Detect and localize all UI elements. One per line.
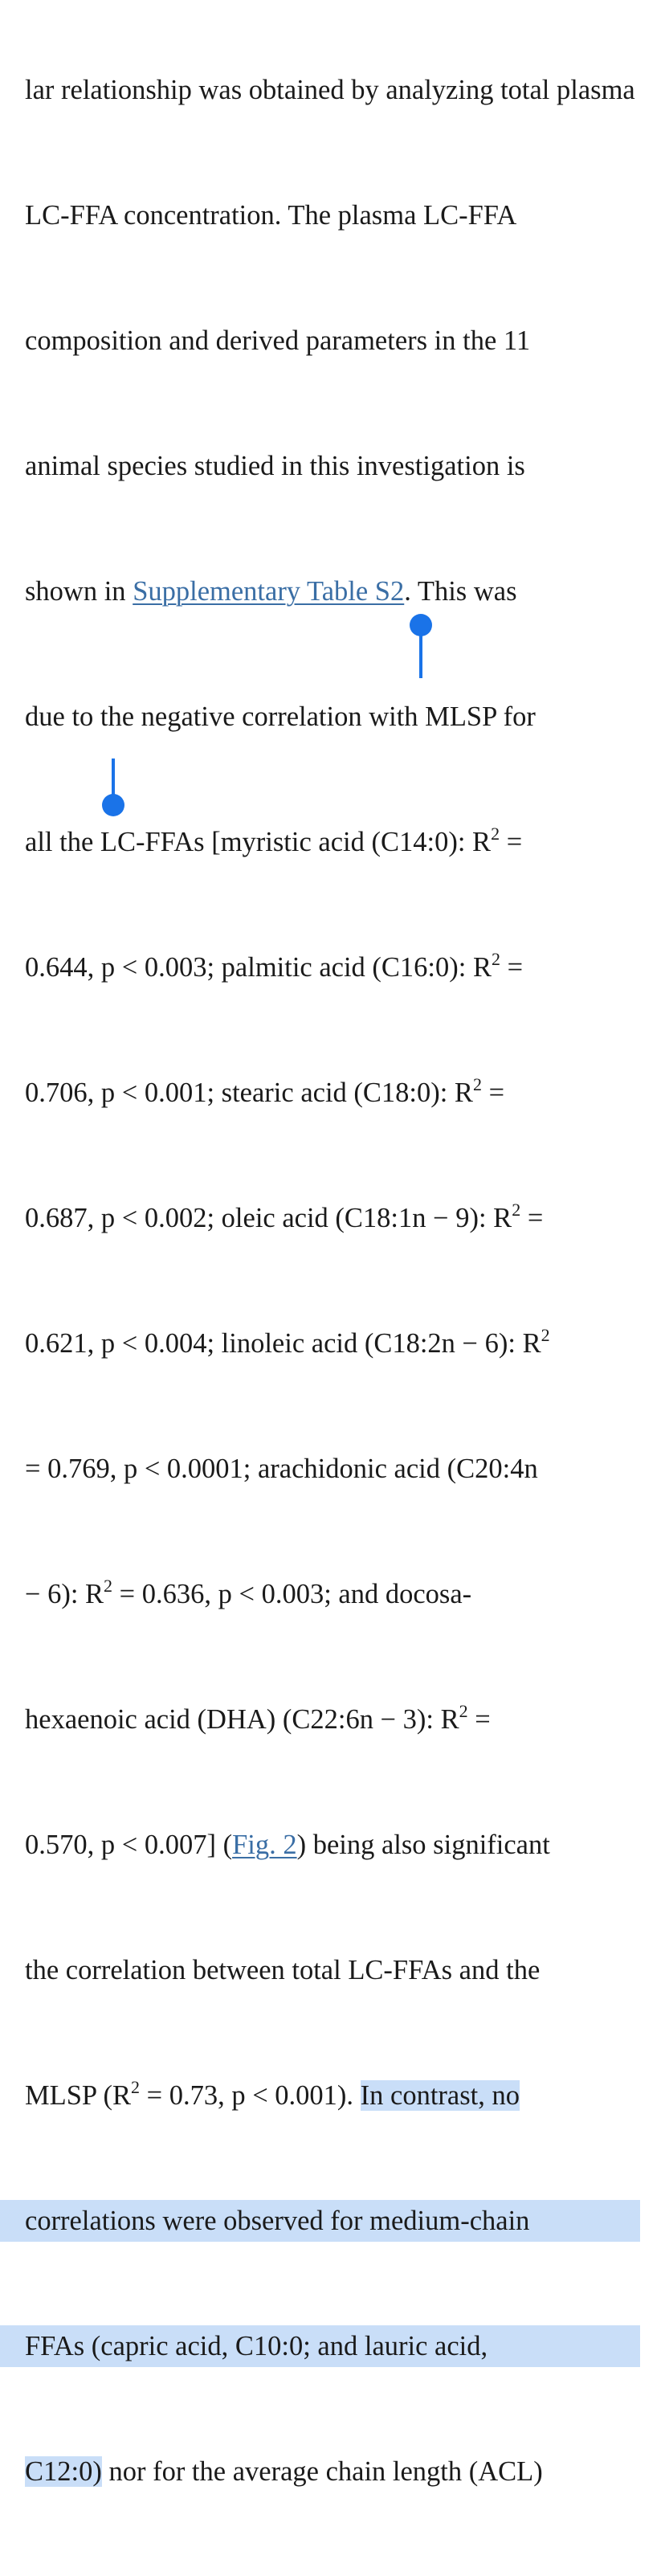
fig-2-link[interactable]: Fig. 2 — [232, 1830, 297, 1860]
text-line: MLSP ($R^2 = 0.73$, p < 0.001). In contrast, no — [25, 2077, 520, 2111]
text-line: animal species studied in this investigation is — [25, 451, 525, 481]
selection-start-handle-stem[interactable] — [419, 627, 422, 678]
selection-end-handle-knob[interactable] — [102, 794, 124, 816]
text-line: lar relationship was obtained by analyzing total plasma — [25, 75, 635, 105]
text-line: hexaenoic acid (DHA) (C22:6n − 3): $R^2$ = — [25, 1701, 491, 1735]
selected-text-line[interactable]: FFAs (capric acid, C10:0; and lauric acid, — [25, 2325, 647, 2367]
text-line: C12:0) nor for the average chain length (ACL) — [25, 2456, 543, 2487]
text-line: 0.644, p < 0.003; palmitic acid (C16:0): $R^2$ = — [25, 949, 524, 983]
text-line: − 6): $R^2 = 0.636$, p < 0.003; and docosa- — [25, 1576, 472, 1609]
selected-text[interactable]: C12:0) — [25, 2456, 102, 2487]
text-line: 0.706, p < 0.001; stearic acid (C18:0): $R^2$ = — [25, 1074, 505, 1108]
text-line: all the LC-FFAs [myristic acid (C14:0): $R^2$ = — [25, 824, 523, 857]
text-line: 0.570, p < 0.007] (Fig. 2) being also significant — [25, 1830, 550, 1860]
text-line: = 0.769, p < 0.0001; arachidonic acid (C20:4n — [25, 1454, 538, 1484]
article-paragraph[interactable] — [25, 0, 647, 2576]
text-line: due to the negative correlation with MLSP for — [25, 701, 536, 732]
selected-text[interactable]: In contrast, no — [360, 2080, 520, 2111]
text-line: composition and derived parameters in the 11 — [25, 325, 531, 356]
text-line: the correlation between total LC-FFAs and the — [25, 1955, 541, 1985]
text-line: 0.621, p < 0.004; linoleic acid (C18:2n − 6): $R^2$ — [25, 1325, 550, 1359]
text-line: shown in Supplementary Table S2. This was — [25, 576, 517, 607]
text-line: 0.687, p < 0.002; oleic acid (C18:1n − 9): $R^2$ = — [25, 1200, 544, 1233]
text-line: LC-FFA concentration. The plasma LC-FFA — [25, 200, 517, 231]
selected-text-line[interactable]: correlations were observed for medium-chain — [25, 2200, 647, 2242]
supplementary-table-link[interactable]: Supplementary Table S2 — [133, 576, 405, 607]
